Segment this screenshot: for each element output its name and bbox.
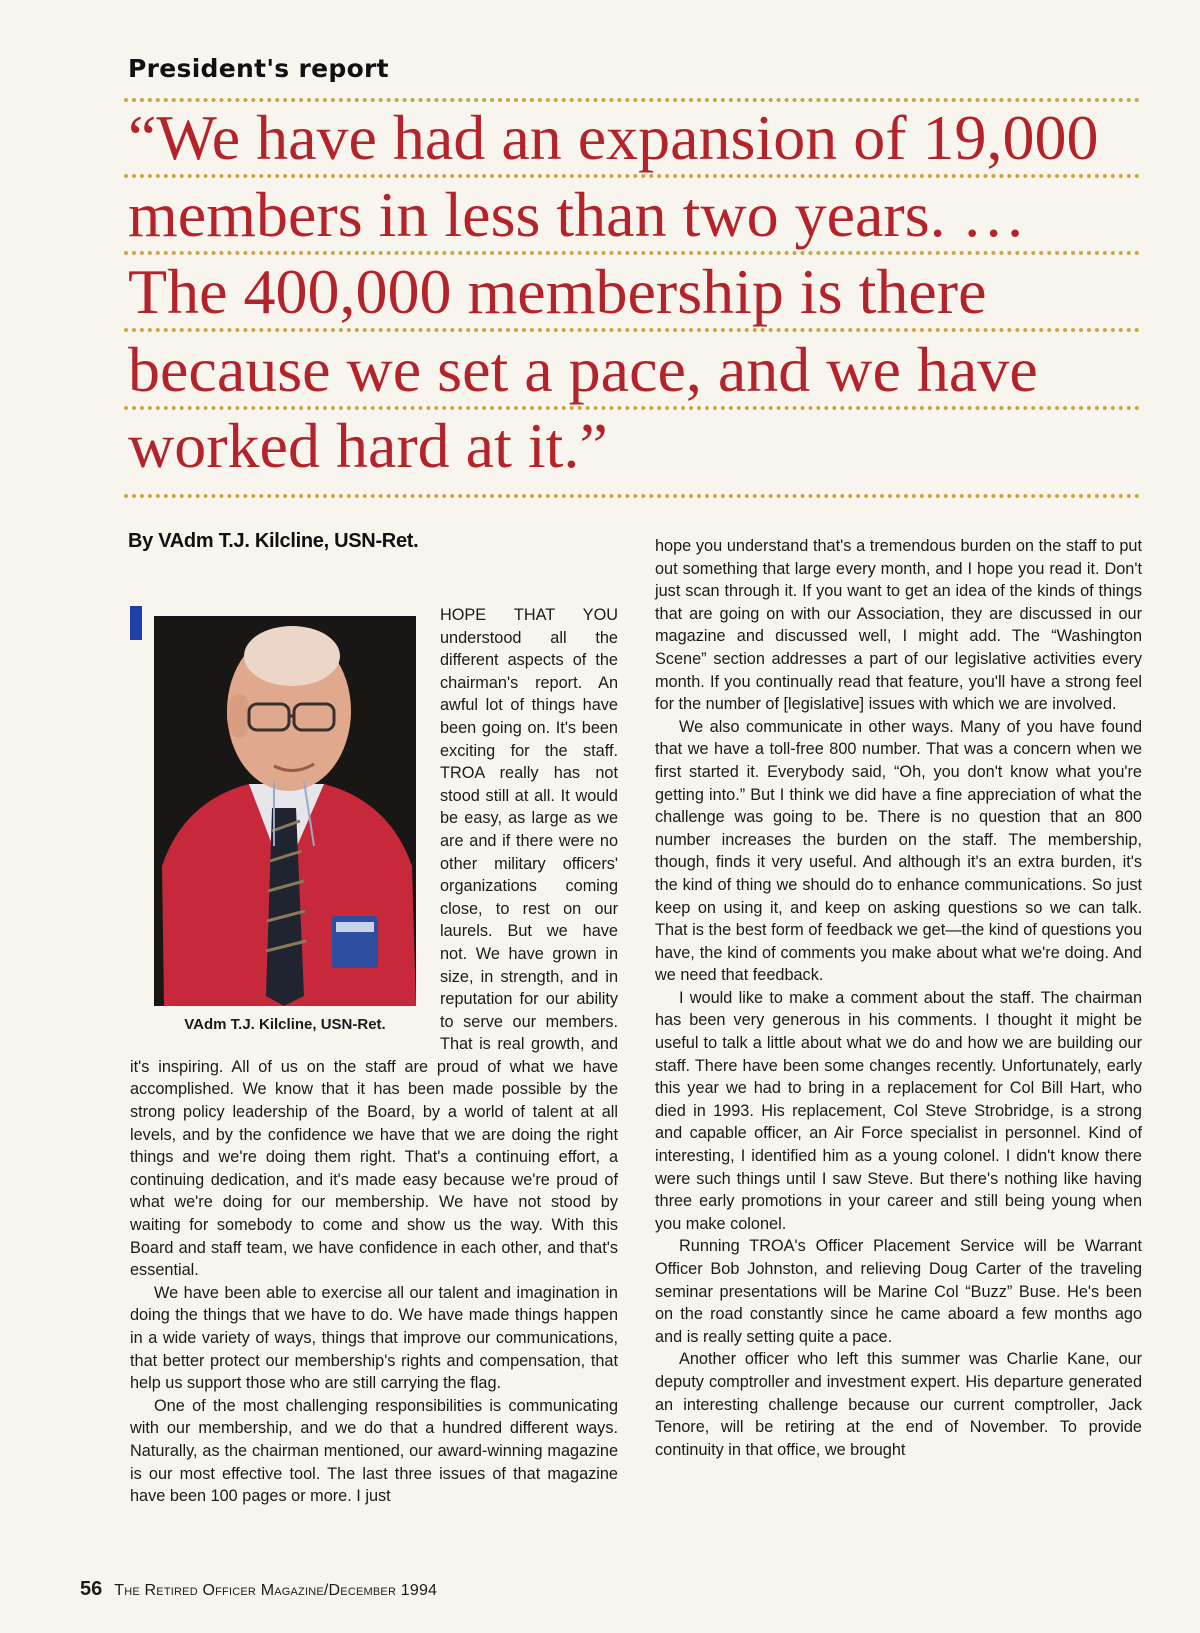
byline: By VAdm T.J. Kilcline, USN-Ret.	[128, 530, 419, 552]
dotted-rule	[124, 328, 1140, 332]
page-footer	[80, 1578, 437, 1601]
article-paragraph: One of the most challenging responsibilities is communicating with our membership, and we do that a hundred different ways. Naturally, as the chairman mentioned, our award-winning magazine is our most effective tool. The last three issues of that magazine have been 100 pages or more. I just	[130, 1396, 618, 1506]
dotted-rule	[124, 174, 1140, 178]
article-paragraph: Running TROA's Officer Placement Service will be Warrant Officer Bob Johnston, and relieving Doug Carter of the traveling seminar presentations will be Marine Col “Buzz” Buse. He's been on the road constantly since he came aboard a few months ago and is really setting quite a pace.	[655, 1237, 1142, 1346]
paragraph-text: HOPE THAT YOU understood all the different aspects of the chairman's report. An awful lot of things have been going on. It's been exciting for the staff. TROA really has not stood still at all. It would be easy, as large as we are and if there were no other military officers' organizations coming close, to rest on our laurels. But we have not. We have grown in size, in strength, and in reputation for our ability to serve our members. That is real growth, and it's inspiring. All of us on the staff are proud of what we have accomplished. We know that it has been made possible by the strong policy leadership of the Board, by a world of talent at all levels, and by the confidence we have that we are doing the right things and we're doing them right. That's a continuing effort, a continuing dedication, and it's made easy because we're proud of what we're doing for our membership. We have not stood by waiting for somebody to come and show us the way. With this Board and staff team, we have confidence in each other, and that's essential.	[130, 606, 618, 1280]
pull-quote-line: worked hard at it.”	[128, 410, 608, 481]
article-paragraph: We also communicate in other ways. Many of you have found that we have a toll-free 800 number. That was a concern when we first started it. Everybody said, “Oh, you don't know what you're getting into.” But I think we did have a fine appreciation of what the challenge was going to be. There is no question that an 800 number increases the burden on the staff. The membership, though, finds it very useful. And although it's an extra burden, it's the kind of thing we should do to enhance communications. So just keep on using it, and keep on asking questions so we can talk. That is the best form of feedback we get—the kind of questions you have, the kind of comments you make about what we're doing. And we need that feedback.	[655, 717, 1142, 985]
section-label: President's report	[128, 54, 389, 83]
page-number: 56	[80, 1578, 103, 1600]
photo-caption: VAdm T.J. Kilcline, USN-Ret.	[184, 1016, 386, 1033]
article-paragraph: I would like to make a comment about the staff. The chairman has been very generous in his comments. I thought it might be useful to talk a little about what we do and how we are building our staff. There have been some changes recently. Unfortunately, early this year we had to bring in a replacement for Col Bill Hart, who died in 1993. His replacement, Col Steve Strobridge, is a strong and capable officer, an Air Force specialist in personnel. Kind of interesting, I identified him as a young colonel. I didn't know there were such things until I saw Steve. But there's nothing like having three early promotions in your career and still being young when you make colonel.	[655, 988, 1142, 1233]
dotted-rule	[124, 251, 1140, 255]
article-column-left	[130, 604, 618, 1508]
drop-cap-i	[130, 606, 142, 640]
pull-quote-line: “We have had an expansion of 19,000	[128, 102, 1099, 173]
dotted-rule	[124, 494, 1140, 498]
pull-quote-line: because we set a pace, and we have	[128, 334, 1038, 405]
magazine-issue: The Retired Officer Magazine/December 1994	[114, 1582, 438, 1599]
author-portrait-photo	[154, 616, 416, 1006]
article-paragraph: hope you understand that's a tremendous burden on the staff to put out something that large every month, and I hope you read it. Don't just scan through it. If you want to get an idea of the kinds of things that are going on with our Association, they are discussed in our magazine and discussed well, I might add. The “Washington Scene” section addresses a part of our legislative activities every month. If you continually read that feature, you'll have a strong feel for the number of [legislative] issues with which we are involved.	[655, 537, 1142, 714]
article-paragraph	[130, 604, 618, 1282]
pull-quote-line: The 400,000 membership is there	[128, 256, 987, 327]
pull-quote-line: members in less than two years. …	[128, 179, 1026, 250]
article-column-right	[655, 535, 1142, 1461]
article-paragraph: Another officer who left this summer was Charlie Kane, our deputy comptroller and investment expert. His departure generated an interesting challenge because our current comptroller, Jack Tenore, will be retiring at the end of November. To provide continuity in that office, we brought	[655, 1350, 1142, 1459]
article-paragraph: We have been able to exercise all our talent and imagination in doing the things that we have to do. We have made things happen in a wide variety of ways, things that improve our communications, that better protect our membership's rights and compensation, that help us support those who are still carrying the flag.	[130, 1283, 618, 1393]
author-photo-figure	[154, 616, 416, 1046]
